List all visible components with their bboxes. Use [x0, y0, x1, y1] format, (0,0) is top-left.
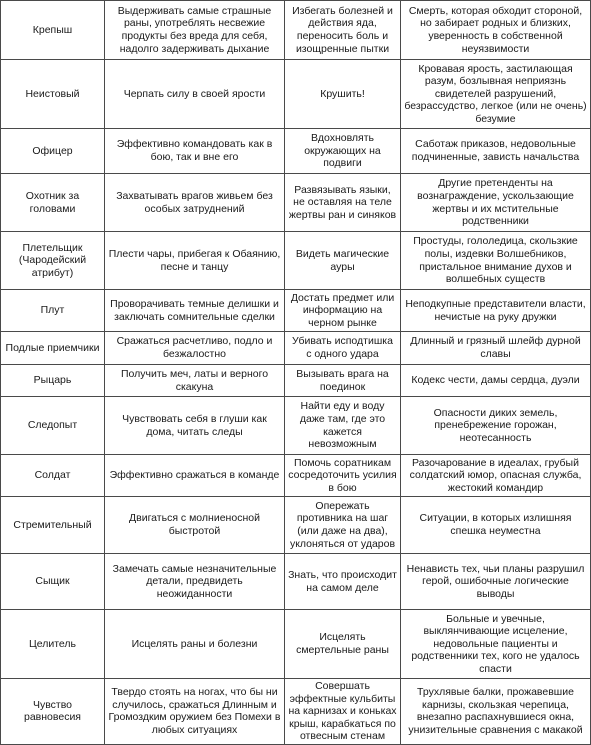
trait-weakness-cell: Трухлявые балки, прожавевшие карнизы, скользкая черепица, внезапно распахнувшиеся окна, унизительные сравнения с макакой [401, 679, 591, 745]
trait-benefit-cell: Захватывать врагов живьем без особых затруднений [105, 174, 285, 232]
trait-benefit-cell: Исцелять раны и болезни [105, 610, 285, 679]
trait-benefit-cell: Двигаться с молниеносной быстротой [105, 497, 285, 554]
table-row [1, 290, 591, 332]
table-row [1, 129, 591, 174]
trait-weakness-cell: Кодекс чести, дамы сердца, дуэли [401, 365, 591, 397]
table-row [1, 455, 591, 497]
trait-weakness-cell: Ненависть тех, чьи планы разрушил герой, ошибочные логические выводы [401, 554, 591, 610]
trait-benefit-cell: Черпать силу в своей ярости [105, 60, 285, 129]
trait-weakness-cell: Ситуации, в которых излишняя спешка неуместна [401, 497, 591, 554]
trait-name-cell: Солдат [1, 455, 105, 497]
trait-benefit-cell: Эффективно сражаться в команде [105, 455, 285, 497]
trait-benefit-cell: Проворачивать темные делишки и заключать сомнительные сделки [105, 290, 285, 332]
trait-power-cell: Развязывать языки, не оставляя на теле жертвы ран и синяков [285, 174, 401, 232]
table-row [1, 497, 591, 554]
trait-weakness-cell: Больные и увечные, выклянчивающие исцеление, недовольные пациенты и родственники тех, кого не удалось спасти [401, 610, 591, 679]
trait-power-cell: Крушить! [285, 60, 401, 129]
table-row [1, 232, 591, 290]
traits-table-body [1, 1, 591, 745]
trait-weakness-cell: Опасности диких земель, пренебрежение горожан, неотесанность [401, 397, 591, 455]
trait-name-cell: Крепыш [1, 1, 105, 60]
trait-benefit-cell: Плести чары, прибегая к Обаянию, песне и танцу [105, 232, 285, 290]
table-row [1, 332, 591, 365]
trait-benefit-cell: Твердо стоять на ногах, что бы ни случилось, сражаться Длинным и Громоздким оружием без Помехи в любых ситуациях [105, 679, 285, 745]
trait-power-cell: Помочь соратникам сосредоточить усилия в бою [285, 455, 401, 497]
trait-name-cell: Чувство равновесия [1, 679, 105, 745]
trait-benefit-cell: Замечать самые незначительные детали, предвидеть неожиданности [105, 554, 285, 610]
trait-power-cell: Видеть магические ауры [285, 232, 401, 290]
trait-power-cell: Вдохновлять окружающих на подвиги [285, 129, 401, 174]
trait-name-cell: Плетельщик (Чародейский атрибут) [1, 232, 105, 290]
trait-weakness-cell: Кровавая ярость, застилающая разум, бозлывная неприязнь свидетелей разрушений, безрассудство, легкое (или не очень) безумие [401, 60, 591, 129]
trait-benefit-cell: Выдерживать самые страшные раны, употреблять несвежие продукты без вреда для себя, надолго задерживать дыхание [105, 1, 285, 60]
trait-power-cell: Избегать болезней и действия яда, переносить боль и изощренные пытки [285, 1, 401, 60]
trait-weakness-cell: Смерть, которая обходит стороной, но забирает родных и близких, уверенность в собственной неуязвимости [401, 1, 591, 60]
trait-weakness-cell: Саботаж приказов, недовольные подчиненные, зависть начальства [401, 129, 591, 174]
trait-name-cell: Неистовый [1, 60, 105, 129]
trait-benefit-cell: Эффективно командовать как в бою, так и вне его [105, 129, 285, 174]
trait-weakness-cell: Разочарование в идеалах, грубый солдатский юмор, опасная служба, жестокий командир [401, 455, 591, 497]
trait-weakness-cell: Неподкупные представители власти, нечистые на руку дружки [401, 290, 591, 332]
table-row [1, 1, 591, 60]
trait-power-cell: Совершать эффектные кульбиты на карнизах и коньках крыш, карабкаться по отвесным стенам [285, 679, 401, 745]
trait-power-cell: Убивать исподтишка с одного удара [285, 332, 401, 365]
table-row [1, 365, 591, 397]
table-row [1, 397, 591, 455]
trait-name-cell: Следопыт [1, 397, 105, 455]
trait-name-cell: Охотник за головами [1, 174, 105, 232]
table-row [1, 610, 591, 679]
trait-name-cell: Плут [1, 290, 105, 332]
trait-name-cell: Рыцарь [1, 365, 105, 397]
trait-power-cell: Исцелять смертельные раны [285, 610, 401, 679]
trait-power-cell: Знать, что происходит на самом деле [285, 554, 401, 610]
trait-power-cell: Вызывать врага на поединок [285, 365, 401, 397]
table-row [1, 60, 591, 129]
trait-name-cell: Офицер [1, 129, 105, 174]
trait-power-cell: Найти еду и воду даже там, где это кажется невозможным [285, 397, 401, 455]
trait-weakness-cell: Другие претенденты на вознаграждение, ускользающие жертвы и их мстительные родственники [401, 174, 591, 232]
trait-power-cell: Опережать противника на шаг (или даже на два), уклоняться от ударов [285, 497, 401, 554]
trait-name-cell: Подлые приемчики [1, 332, 105, 365]
trait-benefit-cell: Сражаться расчетливо, подло и безжалостно [105, 332, 285, 365]
table-row [1, 679, 591, 745]
trait-benefit-cell: Чувствовать себя в глуши как дома, читать следы [105, 397, 285, 455]
trait-name-cell: Целитель [1, 610, 105, 679]
trait-weakness-cell: Длинный и грязный шлейф дурной славы [401, 332, 591, 365]
trait-benefit-cell: Получить меч, латы и верного скакуна [105, 365, 285, 397]
trait-name-cell: Стремительный [1, 497, 105, 554]
trait-name-cell: Сыщик [1, 554, 105, 610]
table-row [1, 174, 591, 232]
table-row [1, 554, 591, 610]
trait-power-cell: Достать предмет или информацию на черном рынке [285, 290, 401, 332]
trait-weakness-cell: Простуды, гололедица, скользкие полы, издевки Волшебников, пристальное внимание духов и волшебных существ [401, 232, 591, 290]
